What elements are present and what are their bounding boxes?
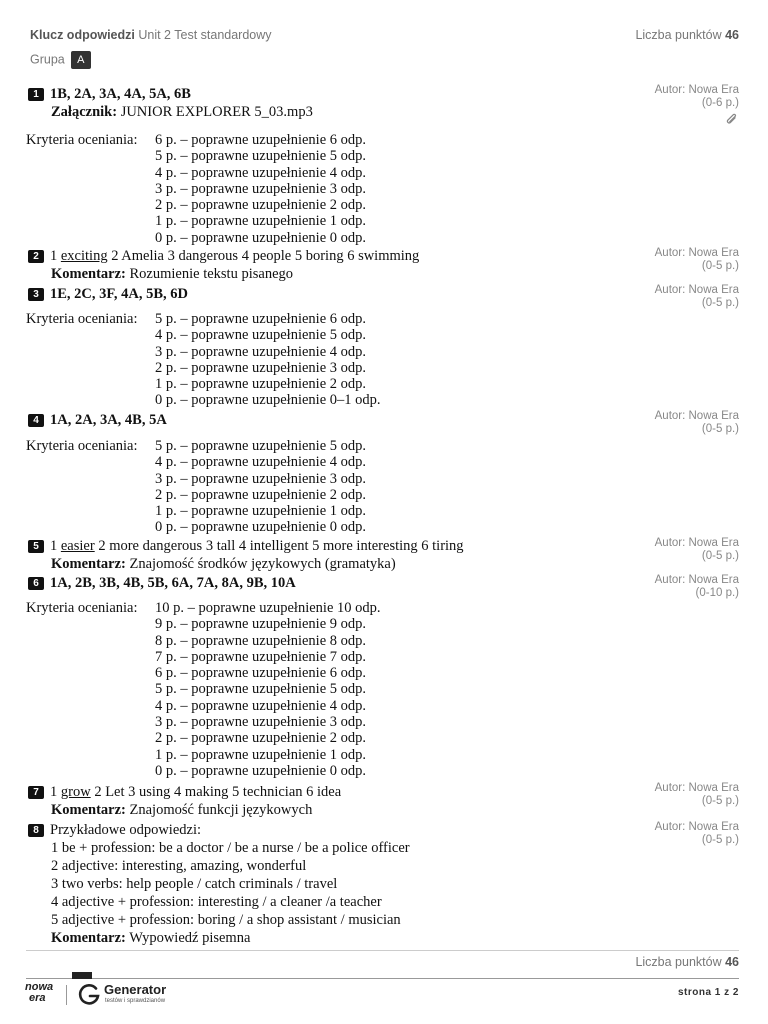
group-badge: A: [71, 51, 91, 69]
q5-author-name: Autor: Nowa Era: [654, 537, 739, 549]
logo-separator: [66, 985, 67, 1005]
nowa-era-logo-line2: era: [29, 992, 46, 1004]
q8-answer-line: 3 two verbs: help people / catch criminals / travel: [51, 876, 338, 892]
q7-answers-line: [28, 784, 341, 800]
q2-author-name: Autor: Nowa Era: [654, 247, 739, 259]
generator-g-icon: [77, 982, 101, 1006]
total-points-label: Liczba punktów: [635, 28, 722, 42]
criteria-item: 3 p. – poprawne uzupełnienie 3 odp.: [155, 180, 367, 197]
q5-points-range: (0-5 p.): [701, 550, 739, 562]
group-label: Grupa: [30, 52, 65, 67]
q5-answers: 2 more dangerous 3 tall 4 intelligent 5 more interesting 6 tiring: [98, 538, 464, 554]
criteria-item: 3 p. – poprawne uzupełnienie 3 odp.: [155, 470, 367, 487]
q6-answers: 1A, 2B, 3B, 4B, 5B, 6A, 7A, 8A, 9B, 10A: [50, 575, 296, 591]
nowa-era-logo: [25, 982, 53, 1004]
criteria-item: 1 p. – poprawne uzupełnienie 1 odp.: [155, 503, 367, 520]
criteria-item: 1 p. – poprawne uzupełnienie 2 odp.: [155, 376, 367, 393]
q6-answers-line: [28, 575, 296, 591]
footer-bottom-divider: [26, 978, 739, 979]
q7-answers: 2 Let 3 using 4 making 5 technician 6 idea: [94, 784, 342, 800]
q3-criteria-list: [155, 311, 381, 409]
q3-author-name: Autor: Nowa Era: [654, 284, 739, 296]
q1-answers-line: [28, 86, 191, 102]
q6-criteria-list: [155, 600, 381, 779]
criteria-item: 2 p. – poprawne uzupełnienie 2 odp.: [155, 197, 367, 214]
criteria-item: 0 p. – poprawne uzupełnienie 0–1 odp.: [155, 392, 381, 409]
q5-answers-line: [28, 538, 464, 554]
q4-answers-line: [28, 412, 167, 428]
q6-author-name: Autor: Nowa Era: [654, 574, 739, 586]
q8-answer-line: 2 adjective: interesting, amazing, wonderful: [51, 858, 307, 874]
q1-answers: 1B, 2A, 3A, 4A, 5A, 6B: [50, 86, 191, 102]
q8-intro: Przykładowe odpowiedzi:: [50, 822, 202, 838]
q8-comment-line: [51, 930, 250, 946]
criteria-item: 5 p. – poprawne uzupełnienie 5 odp.: [155, 681, 367, 698]
group-indicator: [30, 51, 91, 69]
criteria-item: 3 p. – poprawne uzupełnienie 4 odp.: [155, 343, 367, 360]
footer-points-value: 46: [725, 955, 739, 969]
q1-attachment-label: Załącznik:: [51, 104, 118, 120]
criteria-item: 10 p. – poprawne uzupełnienie 10 odp.: [155, 600, 381, 616]
criteria-item: 7 p. – poprawne uzupełnienie 7 odp.: [155, 648, 367, 665]
q7-author-name: Autor: Nowa Era: [654, 782, 739, 794]
q7-pre: 1: [50, 784, 58, 800]
q8-number-badge: 8: [28, 824, 44, 837]
q8-author: [655, 821, 739, 847]
criteria-item: 9 p. – poprawne uzupełnienie 9 odp.: [155, 616, 367, 633]
q4-answers: 1A, 2A, 3A, 4B, 5A: [50, 412, 167, 428]
q2-points-range: (0-5 p.): [701, 260, 739, 272]
q5-number-badge: 5: [28, 540, 44, 553]
total-points-value: 46: [725, 28, 739, 42]
criteria-item: 5 p. – poprawne uzupełnienie 6 odp.: [155, 311, 367, 327]
q8-points-range: (0-5 p.): [701, 834, 739, 846]
criteria-item: 0 p. – poprawne uzupełnienie 0 odp.: [155, 762, 367, 779]
q7-example: grow: [60, 784, 91, 800]
criteria-item: 4 p. – poprawne uzupełnienie 4 odp.: [155, 454, 367, 471]
q3-criteria-label: Kryteria oceniania:: [26, 311, 138, 327]
q8-answer-line: 4 adjective + profession: interesting / a cleaner /a teacher: [51, 894, 382, 910]
q6-author: [655, 574, 739, 600]
q8-comment-label: Komentarz:: [51, 930, 126, 946]
criteria-item: 1 p. – poprawne uzupełnienie 1 odp.: [155, 213, 367, 230]
q2-answers: 2 Amelia 3 dangerous 4 people 5 boring 6 swimming: [111, 248, 420, 264]
footer-divider: [26, 950, 739, 951]
q3-answers-line: [28, 286, 188, 302]
q1-author: [655, 84, 739, 127]
q2-answers-line: [28, 248, 419, 264]
q7-points-range: (0-5 p.): [701, 795, 739, 807]
q2-comment: Rozumienie tekstu pisanego: [129, 266, 294, 282]
criteria-item: 1 p. – poprawne uzupełnienie 1 odp.: [155, 746, 367, 763]
q8-intro-line: [28, 822, 201, 838]
document-title: [30, 28, 272, 42]
q4-author: [655, 410, 739, 436]
q5-pre: 1: [50, 538, 58, 554]
criteria-item: 8 p. – poprawne uzupełnienie 8 odp.: [155, 632, 367, 649]
total-points: [635, 28, 739, 42]
q8-answer-line: 1 be + profession: be a doctor / be a nurse / be a police officer: [51, 840, 410, 856]
q2-comment-label: Komentarz:: [51, 266, 126, 282]
q2-comment-line: [51, 266, 293, 282]
q5-comment: Znajomość środków językowych (gramatyka): [129, 556, 396, 572]
generator-logo-subtitle: testów i sprawdzianów: [105, 998, 166, 1004]
q6-number-badge: 6: [28, 577, 44, 590]
criteria-item: 5 p. – poprawne uzupełnienie 5 odp.: [155, 438, 367, 454]
q1-points-range: (0-6 p.): [701, 97, 739, 109]
footer-tab-marker: [72, 972, 92, 979]
q2-pre: 1: [50, 248, 58, 264]
q1-criteria-label: Kryteria oceniania:: [26, 132, 138, 148]
q1-attachment-line: [51, 104, 313, 120]
criteria-item: 2 p. – poprawne uzupełnienie 2 odp.: [155, 486, 367, 503]
q6-criteria-label: Kryteria oceniania:: [26, 600, 138, 616]
q4-number-badge: 4: [28, 414, 44, 427]
q3-answers: 1E, 2C, 3F, 4A, 5B, 6D: [50, 286, 189, 302]
document-title-bold: Klucz odpowiedzi: [30, 28, 135, 42]
generator-logo-title: Generator: [104, 982, 167, 997]
q4-points-range: (0-5 p.): [701, 423, 739, 435]
q8-comment: Wypowiedź pisemna: [129, 930, 251, 946]
q3-author: [655, 284, 739, 310]
q5-comment-line: [51, 556, 396, 572]
criteria-item: 6 p. – poprawne uzupełnienie 6 odp.: [155, 665, 367, 682]
q2-example: exciting: [60, 248, 108, 264]
criteria-item: 2 p. – poprawne uzupełnienie 3 odp.: [155, 359, 367, 376]
q7-comment: Znajomość funkcji językowych: [129, 802, 313, 818]
criteria-item: 0 p. – poprawne uzupełnienie 0 odp.: [155, 229, 367, 246]
q6-points-range: (0-10 p.): [695, 587, 739, 599]
q2-number-badge: 2: [28, 250, 44, 263]
criteria-item: 5 p. – poprawne uzupełnienie 5 odp.: [155, 148, 367, 165]
q4-criteria-label: Kryteria oceniania:: [26, 438, 138, 454]
q3-points-range: (0-5 p.): [701, 297, 739, 309]
q7-number-badge: 7: [28, 786, 44, 799]
nowa-era-logo-line1: nowa: [25, 981, 54, 993]
q5-author: [655, 537, 739, 563]
q1-attachment-value[interactable]: JUNIOR EXPLORER 5_03.mp3: [120, 104, 313, 120]
q8-answer-line: 5 adjective + profession: boring / a shop assistant / musician: [51, 912, 401, 928]
q7-comment-line: [51, 802, 312, 818]
q4-author-name: Autor: Nowa Era: [654, 410, 739, 422]
criteria-item: 6 p. – poprawne uzupełnienie 6 odp.: [155, 132, 367, 148]
q8-author-name: Autor: Nowa Era: [654, 821, 739, 833]
q2-author: [655, 247, 739, 273]
criteria-item: 2 p. – poprawne uzupełnienie 2 odp.: [155, 730, 367, 747]
q5-comment-label: Komentarz:: [51, 556, 126, 572]
document-title-rest: Unit 2 Test standardowy: [138, 28, 272, 42]
q3-number-badge: 3: [28, 288, 44, 301]
q4-criteria-list: [155, 438, 366, 536]
q5-example: easier: [60, 538, 95, 554]
q1-number-badge: 1: [28, 88, 44, 101]
criteria-item: 0 p. – poprawne uzupełnienie 0 odp.: [155, 519, 367, 536]
paperclip-icon[interactable]: [725, 113, 739, 127]
criteria-item: 4 p. – poprawne uzupełnienie 4 odp.: [155, 164, 367, 181]
q7-comment-label: Komentarz:: [51, 802, 126, 818]
q7-author: [655, 782, 739, 808]
q1-author-name: Autor: Nowa Era: [654, 84, 739, 96]
criteria-item: 4 p. – poprawne uzupełnienie 4 odp.: [155, 697, 367, 714]
footer-total-points: [635, 955, 739, 969]
q1-criteria-list: [155, 132, 366, 246]
criteria-item: 3 p. – poprawne uzupełnienie 3 odp.: [155, 714, 367, 731]
page-number: strona 1 z 2: [677, 987, 739, 998]
criteria-item: 4 p. – poprawne uzupełnienie 5 odp.: [155, 327, 367, 344]
footer-points-label: Liczba punktów: [635, 955, 722, 969]
